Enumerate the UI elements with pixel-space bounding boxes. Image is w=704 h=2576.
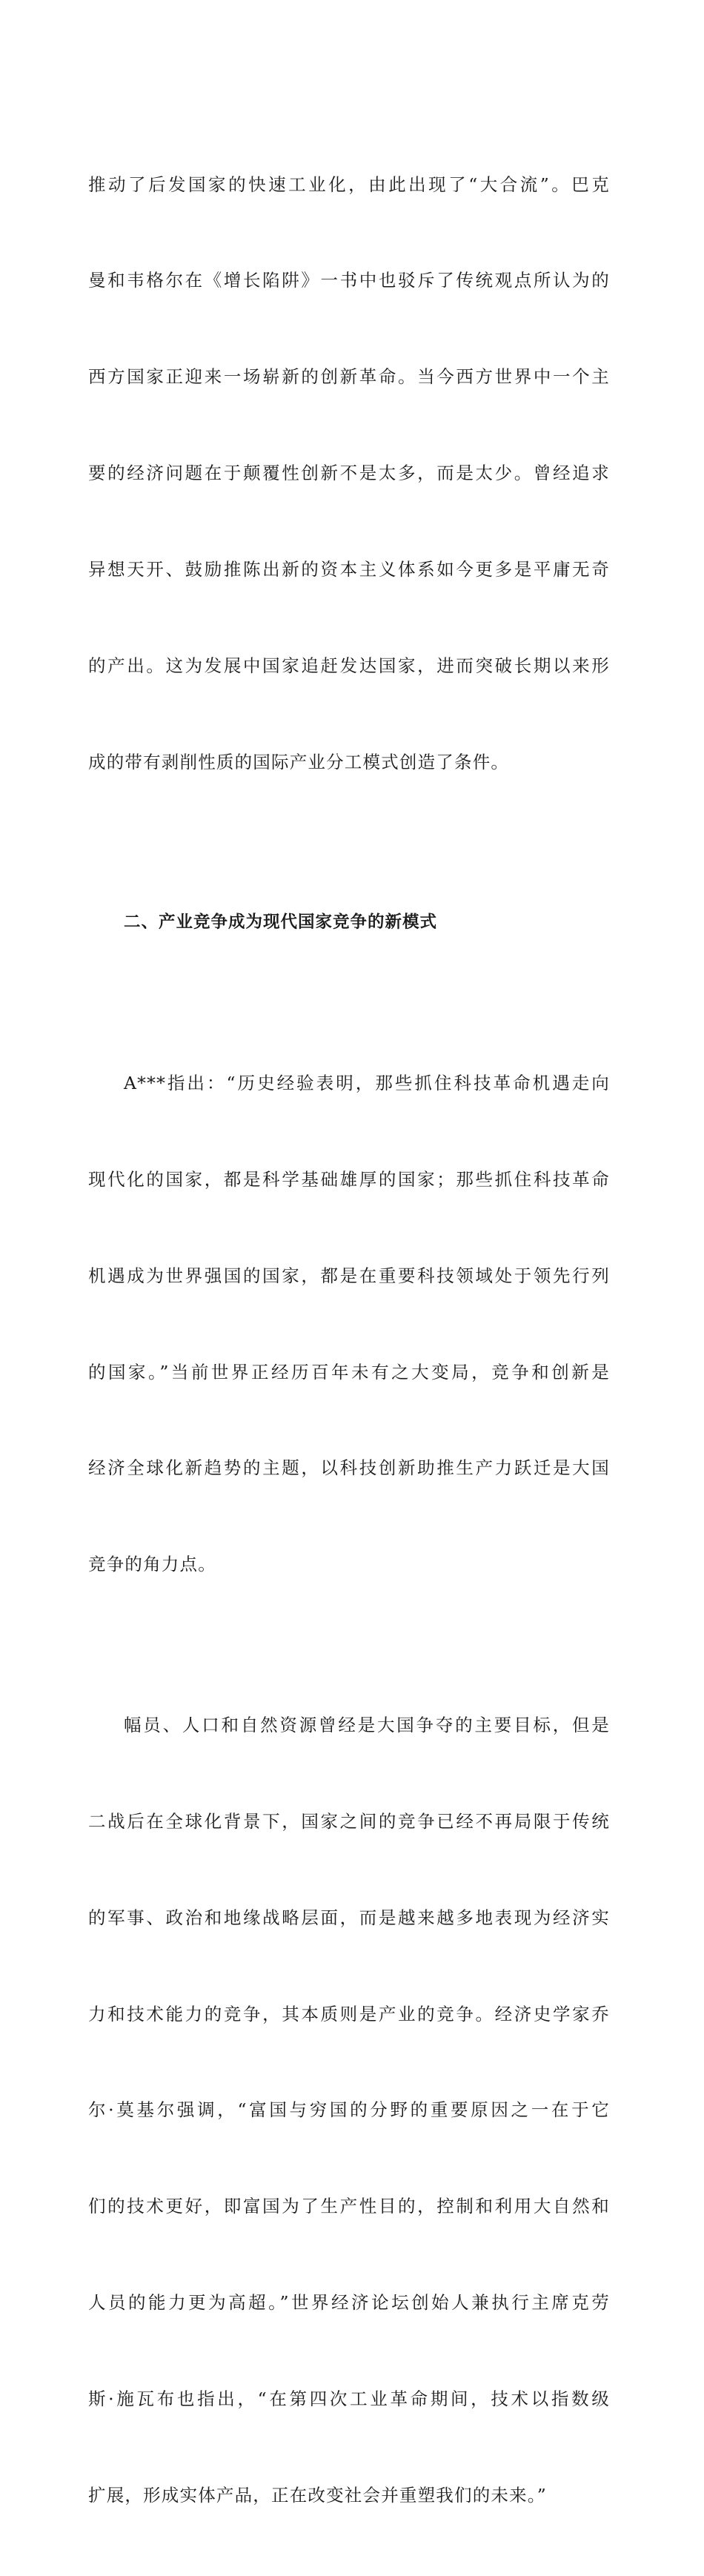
paragraph-2 <box>88 1003 610 1645</box>
text-line: 机遇成为世界强国的国家，都是在重要科技领域处于领先行列 <box>88 1265 610 1286</box>
text-line: 尔·莫基尔强调，“富国与穷国的分野的重要原因之一在于它 <box>88 2099 610 2121</box>
text-line: 西方国家正迎来一场崭新的创新革命。当今西方世界中一个主 <box>88 366 610 388</box>
paragraph-3 <box>88 1645 610 2576</box>
text-line: 要的经济问题在于颠覆性创新不是太多，而是太少。曾经追求 <box>88 463 610 484</box>
text-line: 的军事、政治和地缘战略层面，而是越来越多地表现为经济实 <box>88 1907 610 1928</box>
text-line: 们的技术更好，即富国为了生产性目的，控制和利用大自然和 <box>88 2196 610 2217</box>
text-line: 经济全球化新趋势的主题，以科技创新助推生产力跃迁是大国 <box>88 1457 610 1479</box>
text-line: 的产出。这为发展中国家追赶发达国家，进而突破长期以来形 <box>88 655 610 677</box>
heading-text: 二、产业竞争成为现代国家竞争的新模式 <box>124 913 438 933</box>
text-line: 曼和韦格尔在《增长陷阱》一书中也驳斥了传统观点所认为的 <box>88 270 610 291</box>
text-line: 的国家。”当前世界正经历百年未有之大变局，竞争和创新是 <box>88 1361 610 1383</box>
text-line: 异想天开、鼓励推陈出新的资本主义体系如今更多是平庸无奇 <box>88 559 610 580</box>
text-line: 现代化的国家，都是科学基础雄厚的国家；那些抓住科技革命 <box>88 1168 610 1190</box>
document-body <box>88 105 610 2576</box>
text-line: 力和技术能力的竞争，其本质则是产业的竞争。经济史学家乔 <box>88 2003 610 2024</box>
text-line: A***指出：“历史经验表明，那些抓住科技革命机遇走向 <box>124 1072 610 1093</box>
paragraph-1 <box>88 105 610 843</box>
text-line: 竞争的角力点。 <box>88 1554 216 1575</box>
text-line: 扩展，形成实体产品，正在改变社会并重塑我们的未来。” <box>88 2484 547 2506</box>
text-line: 推动了后发国家的快速工业化，由此出现了“大合流”。巴克 <box>88 173 610 195</box>
text-line: 二战后在全球化背景下，国家之间的竞争已经不再局限于传统 <box>88 1810 610 1832</box>
text-line: 幅员、人口和自然资源曾经是大国争夺的主要目标，但是 <box>124 1714 610 1735</box>
text-line: 人员的能力更为高超。”世界经济论坛创始人兼执行主席克劳 <box>88 2292 610 2314</box>
text-line: 成的带有剥削性质的国际产业分工模式创造了条件。 <box>88 751 510 772</box>
text-line: 斯·施瓦布也指出，“在第四次工业革命期间，技术以指数级 <box>88 2388 610 2410</box>
section-heading-2 <box>88 843 610 1003</box>
